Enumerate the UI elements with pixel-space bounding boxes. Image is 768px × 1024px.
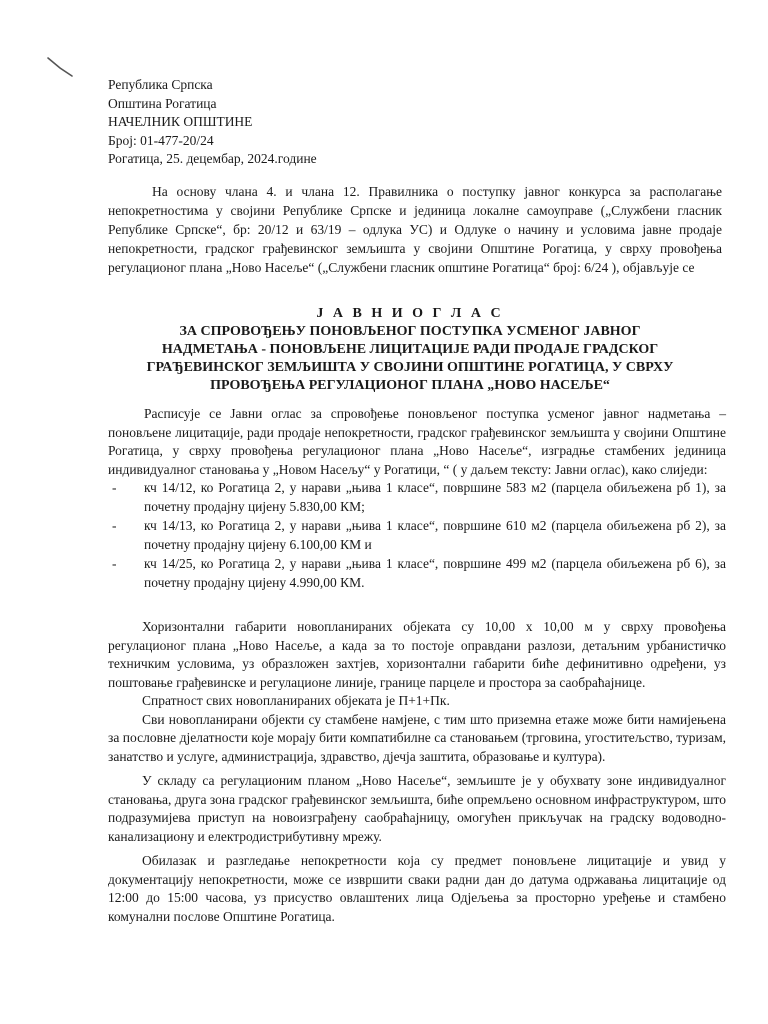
parcel-item-3: кч 14/25, ко Рогатица 2, у нарави „њива 1 класе“, површине 499 м2 (парцела обиљежена рб 6), за почетну продајну цијену 4.990,00 КМ. <box>144 556 726 590</box>
document-title <box>90 305 730 395</box>
header-republic: Република Српска <box>108 77 213 92</box>
list-item <box>108 555 726 592</box>
parcel-list <box>108 479 726 592</box>
purpose-paragraph: Сви новопланирани објекти су стамбене намјене, с тим што приземна етаже може бити намијењена за пословне дјелатности које морају бити компатибилне са становањем (трговина, угоститељство, туризам, занатство и услуге, администрација, здравство, дјечја заштита, образовање и култура). <box>108 711 726 764</box>
list-dash: - <box>112 556 117 571</box>
storeys-paragraph: Спратност свих новопланираних објеката је П+1+Пк. <box>142 693 450 708</box>
list-dash: - <box>112 480 117 495</box>
header-municipality: Општина Рогатица <box>108 95 217 111</box>
dimensions-paragraph: Хоризонтални габарити новопланираних објеката су 10,00 x 10,00 м у сврху провођења регулационог плана „Ново Насеље, а када за то постоје оправдани разлози, детаљним урбанистичко техничким условима, уз образложен захтјев, хоризонтални габарити биће дефинитивно одређени, уз поштовање грађевинске и регулационе линије, границе парцеле и простора за саобраћајнице. <box>108 619 726 690</box>
document-header <box>108 76 317 169</box>
title-line-3: ГРАЂЕВИНСКОГ ЗЕМЉИШТА У СВОЈИНИ ОПШТИНЕ РОГАТИЦА, У СВРХУ <box>146 360 674 375</box>
title-line-4: ПРОВОЂЕЊА РЕГУЛАЦИОНОГ ПЛАНА „НОВО НАСЕЉЕ“ <box>210 378 610 393</box>
parcel-item-1: кч 14/12, ко Рогатица 2, у нарави „њива 1 класе“, површине 583 м2 (парцела обиљежена рб 1), за почетну продајну цијену 5.830,00 КМ; <box>144 480 726 514</box>
list-item <box>108 479 726 516</box>
header-mayor: НАЧЕЛНИК ОПШТИНЕ <box>108 114 253 129</box>
zoning-paragraph: У складу са регулационим планом „Ново Насеље“, земљиште је у обухвату зоне индивидуалног становања, друга зона градског грађевинског земљишта, биће опремљено основном инфраструктуром, што подразумијева приступ на новоизграђену саобраћајницу, омогућен прикључак на градску водоводно-канализациону и електродистрибутивну мрежу. <box>108 773 726 844</box>
title-line-1: ЗА СПРОВОЂЕЊУ ПОНОВЉЕНОГ ПОСТУПКА УСМЕНОГ ЈАВНОГ <box>179 324 641 339</box>
announcement-paragraph: Расписује се Јавни оглас за спровођење поновљеног поступка усменог јавног надметања – поновљене лицитације, ради продаје непокретности, градског грађевинског земљишта у својини Општине Рогатица, у сврху провођења регулационог плана „Ново Насеље“, изградње стамбених јединица индивидуалног становања у „Новом Насељу“ у Рогатици, “ ( у даљем тексту: Јавни оглас), како слиједи: <box>108 406 726 477</box>
header-date: Рогатица, 25. децембар, 2024.године <box>108 151 317 166</box>
list-item <box>108 517 726 554</box>
announcement-body <box>108 405 726 592</box>
intro-paragraph: На основу члана 4. и члана 12. Правилника о поступку јавног конкурса за располагање непокретностима у својини Републике Српске и јединица локалне самоуправе („Службени гласник Републике Српске“, бр: 20/12 и 63/19 – одлука УС) и Одлуке о начину и условима јавне продаје непокретности, градског грађевинског земљишта у својини Општине Рогатица, у сврху провођења регулационог плана „Ново Насеље“ („Службени гласник општине Рогатица“ број: 6/24 ), објављује се <box>108 184 722 275</box>
parcel-item-2: кч 14/13, ко Рогатица 2, у нарави „њива 1 класе“, површине 610 м2 (парцела обиљежена рб 2), за почетну продајну цијену 6.100,00 КМ и <box>144 518 726 552</box>
inspection-paragraph: Обилазак и разгледање непокретности која су предмет поновљене лицитације и увид у документацију непокретности, може се извршити сваки радни дан до датума одржавања лицитације од 12:00 до 15:00 часова, уз присуство овлаштених лица Одјељења за просторно уређење и стамбено комунални послове Општине Рогатица. <box>108 853 726 924</box>
pen-stroke-mark <box>0 0 120 110</box>
title-line-2: НАДМЕТАЊА - ПОНОВЉЕНЕ ЛИЦИТАЦИЈЕ РАДИ ПРОДАЈЕ ГРАДСКОГ <box>161 342 659 357</box>
title-main: Ј А В Н И О Г Л А С <box>316 306 504 321</box>
header-number: Број: 01-477-20/24 <box>108 132 214 148</box>
conditions-body <box>108 618 726 926</box>
list-dash: - <box>112 518 117 533</box>
